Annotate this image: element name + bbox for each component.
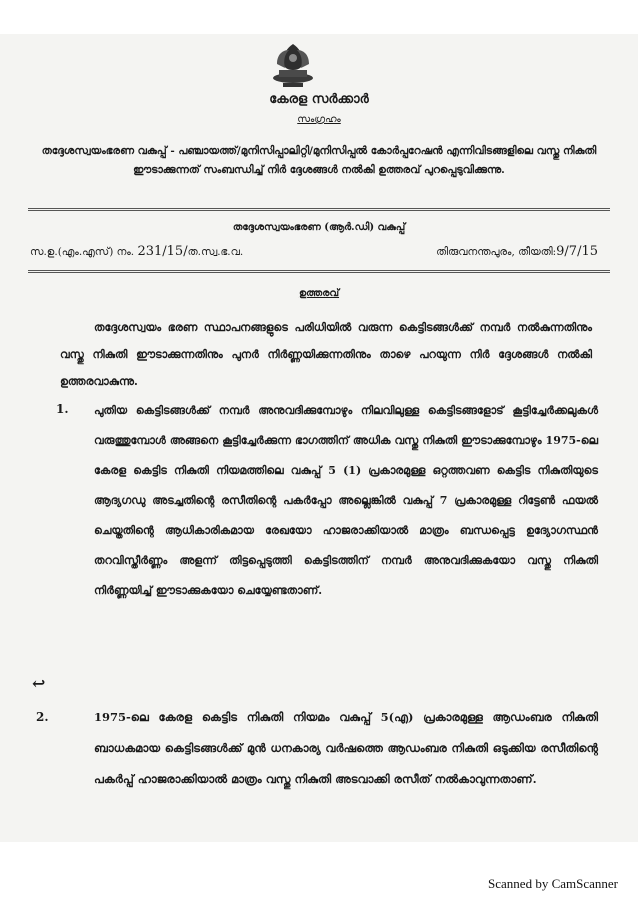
order-number-line <box>30 244 243 259</box>
divider <box>28 208 610 211</box>
order-prefix: സ.ഉ.(എം.എസ്) നം. <box>30 246 135 258</box>
item-number: 2. <box>36 710 49 724</box>
order-number: 231/15/ <box>137 244 188 259</box>
item-text: പുതിയ കെട്ടിടങ്ങൾക്ക് നമ്പർ അനുവദിക്കുമ്പോഴും നിലവിലുള്ള കെട്ടിടങ്ങളോട് കൂട്ടിച്ചേർക്കലുകൾ വരുത്തുമ്പോൾ അങ്ങനെ കൂട്ടിച്ചേർക്കുന്ന ഭാഗത്തിന് അധിക വസ്തു നികുതി ഈടാക്കുമ്പോഴും 1975-ലെ കേരള കെട്ടിട നികുതി നിയമത്തിലെ വകുപ്പ് 5 (1) പ്രകാരമുള്ള ഒറ്റത്തവണ കെട്ടിട നികുതിയുടെ ആദ്യഗഡു അടച്ചതിന്റെ രസീതിന്റെ പകർപ്പോ അല്ലെങ്കിൽ വകുപ്പ് 7 പ്രകാരമുള്ള റിട്ടേൺ ഫയൽ ചെയ്തതിന്റെ ആധികാരികമായ രേഖയോ ഹാജരാക്കിയാൽ മാത്രം ബന്ധപ്പെട്ട ഉദ്യോഗസ്ഥൻ തറവിസ്തീർണ്ണം അളന്ന് തിട്ടപ്പെടുത്തി കെട്ടിടത്തിന് നമ്പർ അനുവദിക്കുകയോ വസ്തു നികുതി നിർണ്ണയിച്ച് ഈടാക്കുകയോ ചെയ്യേണ്ടതാണ്. <box>94 404 598 597</box>
item-number: 1. <box>56 402 69 416</box>
intro-paragraph: തദ്ദേശസ്വയം ഭരണ സ്ഥാപനങ്ങളുടെ പരിധിയിൽ വരുന്ന കെട്ടിടങ്ങൾക്ക് നമ്പർ നൽകുന്നതിനും വസ്തു നികുതി ഈടാക്കുന്നതിനും പുനർ നിർണ്ണയിക്കുന്നതിനും താഴെ പറയുന്ന നിർ ദ്ദേശങ്ങൾ നൽകി ഉത്തരവാകുന്നു. <box>60 321 592 388</box>
summary-label: സംഗ്രഹം <box>297 114 341 125</box>
government-heading: കേരള സർക്കാർ <box>269 92 369 107</box>
order-date: 9/7/15 <box>556 244 598 259</box>
order-suffix: ത.സ്വ.ഭ.വ. <box>187 246 244 258</box>
document-page <box>0 34 638 842</box>
place-label: തിരുവനന്തപുരം, തീയതി: <box>436 246 557 258</box>
scanner-watermark: Scanned by CamScanner <box>488 876 618 891</box>
margin-mark: ↩ <box>32 674 46 693</box>
kerala-state-emblem-icon <box>269 40 317 90</box>
order-title: ഉത്തരവ് <box>298 288 340 299</box>
item-text: 1975-ലെ കേരള കെട്ടിട നികുതി നിയമം വകുപ്പ് 5(എ) പ്രകാരമുള്ള ആഡംബര നികുതി ബാധകമായ കെട്ടിടങ്ങൾക്ക് മുൻ ധനകാര്യ വർഷത്തെ ആഡംബര നികുതി ഒടുക്കിയ രസീതിന്റെ പകർപ്പ് ഹാജരാക്കിയാൽ മാത്രം വസ്തു നികുതി അടവാക്കി രസീത് നൽകാവുന്നതാണ്. <box>94 710 598 786</box>
divider <box>28 270 610 273</box>
department-heading: തദ്ദേശസ്വയംഭരണ (ആർ.ഡി) വകുപ്പ് <box>232 222 406 233</box>
place-date-line <box>436 244 598 259</box>
order-subject: തദ്ദേശസ്വയംഭരണ വകുപ്പ് - പഞ്ചായത്ത്/മുനിസിപ്പാലിറ്റി/മുനിസിപ്പൽ കോർപ്പറേഷൻ എന്നിവിടങ്ങളിലെ വസ്തു നികുതി ഈടാക്കുന്നത് സംബന്ധിച്ച് നിർ ദ്ദേശങ്ങൾ നൽകി ഉത്തരവ് പുറപ്പെടുവിക്കുന്നു. <box>41 145 597 176</box>
